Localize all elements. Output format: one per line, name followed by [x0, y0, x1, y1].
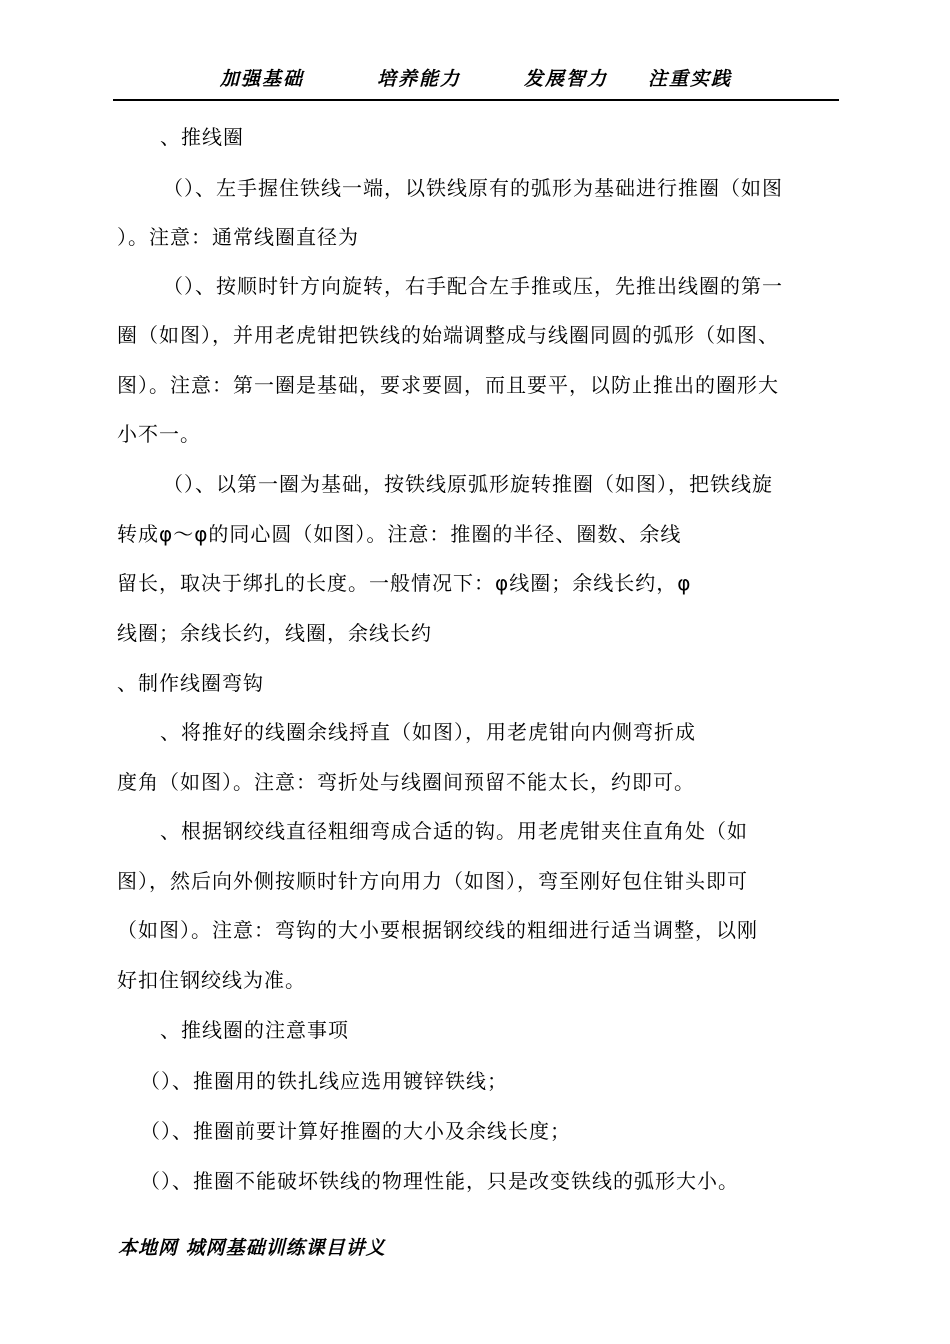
header-item-2: 培养能力	[377, 68, 462, 90]
page-footer: 本地网 城网基础训练课目讲义	[118, 1237, 386, 1259]
paragraph-line: ）。注意：通常线圈直径为	[117, 225, 359, 249]
paragraph-line: （）、左手握住铁线一端，以铁线原有的弧形为基础进行推圈（如图	[163, 176, 783, 200]
paragraph-line: 圈（如图），并用老虎钳把铁线的始端调整成与线圈同圆的弧形（如图、	[117, 323, 779, 347]
header-rule	[113, 99, 839, 101]
paragraph-line: （如图）。注意：弯钩的大小要根据钢绞线的粗细进行适当调整，以刚	[117, 918, 758, 942]
paragraph-line: 小不一。	[117, 422, 201, 446]
list-item: （）、推圈前要计算好推圈的大小及余线长度；	[140, 1119, 571, 1143]
paragraph-line: 转成φ～φ的同心圆（如图）。注意：推圈的半径、圈数、余线	[117, 522, 682, 546]
section-heading: 、推线圈的注意事项	[160, 1018, 349, 1042]
list-item: （）、推圈用的铁扎线应选用镀锌铁线；	[140, 1069, 508, 1093]
header-item-3: 发展智力	[524, 68, 609, 90]
paragraph-line: 图）。注意：第一圈是基础，要求要圆，而且要平，以防止推出的圈形大	[117, 373, 779, 397]
section-heading: 、制作线圈弯钩	[117, 671, 264, 695]
paragraph-line: 留长，取决于绑扎的长度。一般情况下：φ线圈；余线长约，φ	[117, 571, 692, 595]
paragraph-line: 度角（如图）。注意：弯折处与线圈间预留不能太长，约即可。	[117, 770, 695, 794]
header-item-4: 注重实践	[648, 68, 733, 90]
paragraph-line: （）、以第一圈为基础，按铁线原弧形旋转推圈（如图），把铁线旋	[163, 472, 773, 496]
section-heading: 、推线圈	[160, 125, 244, 149]
page-header	[0, 64, 950, 92]
paragraph-line: 、将推好的线圈余线捋直（如图），用老虎钳向内侧弯折成	[160, 720, 696, 744]
header-item-1: 加强基础	[220, 68, 305, 90]
paragraph-line: 线圈；余线长约，线圈，余线长约	[117, 621, 432, 645]
paragraph-line: （）、按顺时针方向旋转，右手配合左手推或压，先推出线圈的第一	[163, 274, 783, 298]
list-item: （）、推圈不能破坏铁线的物理性能，只是改变铁线的弧形大小。	[140, 1169, 739, 1193]
paragraph-line: 、根据钢绞线直径粗细弯成合适的钩。用老虎钳夹住直角处（如	[160, 819, 748, 843]
paragraph-line: 图），然后向外侧按顺时针方向用力（如图），弯至刚好包住钳头即可	[117, 869, 748, 893]
paragraph-line: 好扣住钢绞线为准。	[117, 968, 306, 992]
